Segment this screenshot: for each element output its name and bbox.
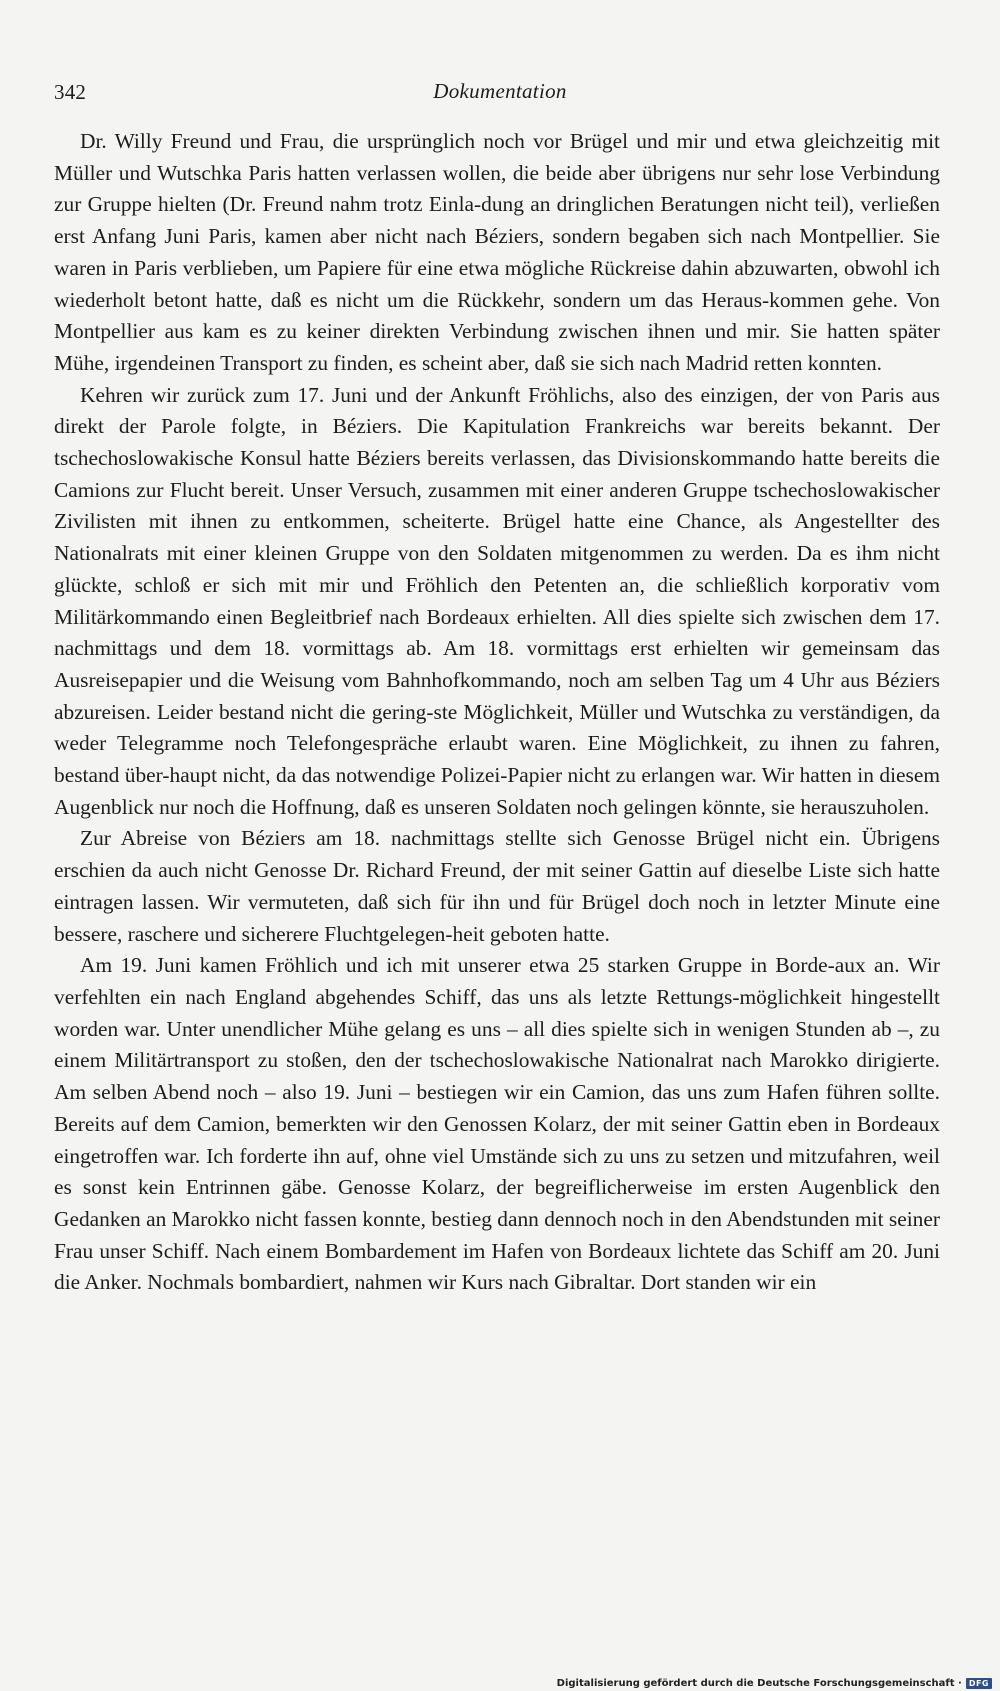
digitization-footer: [557, 1678, 992, 1689]
paragraph-3: Zur Abreise von Béziers am 18. nachmittags stellte sich Genosse Brügel nicht ein. Übrigens erschien da auch nicht Genosse Dr. Richard Freund, der mit seiner Gattin auf dieselbe Liste sich hatte eintragen lassen. Wir vermuteten, daß sich für ihn und für Brügel doch noch in letzter Minute eine bessere, raschere und sicherere Fluchtgelegen-heit geboten hatte.: [54, 826, 940, 946]
page-number: 342: [54, 80, 87, 104]
paragraph-4: Am 19. Juni kamen Fröhlich und ich mit unserer etwa 25 starken Gruppe in Borde-aux an. Wir verfehlten ein nach England abgehendes Schiff, das uns als letzte Rettungs-möglichkeit hingestellt worden war. Unter unendlicher Mühe gelang es uns – all dies spielte sich in wenigen Stunden ab –, zu einem Militärtransport zu stoßen, den der tschechoslowakische Nationalrat nach Marokko dirigierte. Am selben Abend noch – also 19. Juni – bestiegen wir ein Camion, das uns zum Hafen führen sollte. Bereits auf dem Camion, bemerkten wir den Genossen Kolarz, der mit seiner Gattin eben in Bordeaux eingetroffen war. Ich forderte ihn auf, ohne viel Umstände sich zu uns zu setzen und mitzufahren, weil es sonst kein Entrinnen gäbe. Genosse Kolarz, der begreiflicherweise im ersten Augenblick den Gedanken an Marokko nicht fassen konnte, bestieg dann dennoch noch in den Abendstunden mit seiner Frau unser Schiff. Nach einem Bombardement im Hafen von Bordeaux lichtete das Schiff am 20. Juni die Anker. Nochmals bombardiert, nahmen wir Kurs nach Gibraltar. Dort standen wir ein: [54, 953, 940, 1295]
body-text: [54, 126, 940, 1299]
running-head: Dokumentation: [433, 79, 567, 103]
paragraph-1: Dr. Willy Freund und Frau, die ursprünglich noch vor Brügel und mir und etwa gleichzeitig mit Müller und Wutschka Paris hatten verlassen wollen, die beide aber übrigens nur sehr lose Verbindung zur Gruppe hielten (Dr. Freund nahm trotz Einla-dung an dringlichen Beratungen nicht teil), verließen erst Anfang Juni Paris, kamen aber nicht nach Béziers, sondern begaben sich nach Montpellier. Sie waren in Paris verblieben, um Papiere für eine etwa mögliche Rückreise dahin abzuwarten, obwohl ich wiederholt betont hatte, daß es nicht um die Rückkehr, sondern um das Heraus-kommen gehe. Von Montpellier aus kam es zu keiner direkten Verbindung zwischen ihnen und mir. Sie hatten später Mühe, irgendeinen Transport zu finden, es scheint aber, daß sie sich nach Madrid retten konnten.: [54, 129, 940, 375]
paragraph-2: Kehren wir zurück zum 17. Juni und der Ankunft Fröhlichs, also des einzigen, der von Paris aus direkt der Parole folgte, in Béziers. Die Kapitulation Frankreichs war bereits bekannt. Der tschechoslowakische Konsul hatte Béziers bereits verlassen, das Divisionskommando hatte bereits die Camions zur Flucht bereit. Unser Versuch, zusammen mit einer anderen Gruppe tschechoslowakischer Zivilisten mit ihnen zu entkommen, scheiterte. Brügel hatte eine Chance, als Angestellter des Nationalrats mit einer kleinen Gruppe von den Soldaten mitgenommen zu werden. Da es ihm nicht glückte, schloß er sich mit mir und Fröhlich den Petenten an, die schließlich korporativ vom Militärkommando einen Begleitbrief nach Bordeaux erhielten. All dies spielte sich zwischen dem 17. nachmittags und dem 18. vormittags ab. Am 18. vormittags erst erhielten wir gemeinsam das Ausreisepapier und die Weisung vom Bahnhofkommando, noch am selben Tag um 4 Uhr aus Béziers abzureisen. Leider bestand nicht die gering-ste Möglichkeit, Müller und Wutschka zu verständigen, da weder Telegramme noch Telefongespräche erlaubt waren. Eine Möglichkeit, zu ihnen zu fahren, bestand über-haupt nicht, da das notwendige Polizei-Papier nicht zu erlangen war. Wir hatten in diesem Augenblick nur noch die Hoffnung, daß es unseren Soldaten noch gelingen könnte, sie herauszuholen.: [54, 382, 940, 819]
dfg-logo: DFG: [966, 1678, 992, 1689]
footer-text: Digitalisierung gefördert durch die Deutsche Forschungsgemeinschaft ·: [556, 1678, 962, 1689]
